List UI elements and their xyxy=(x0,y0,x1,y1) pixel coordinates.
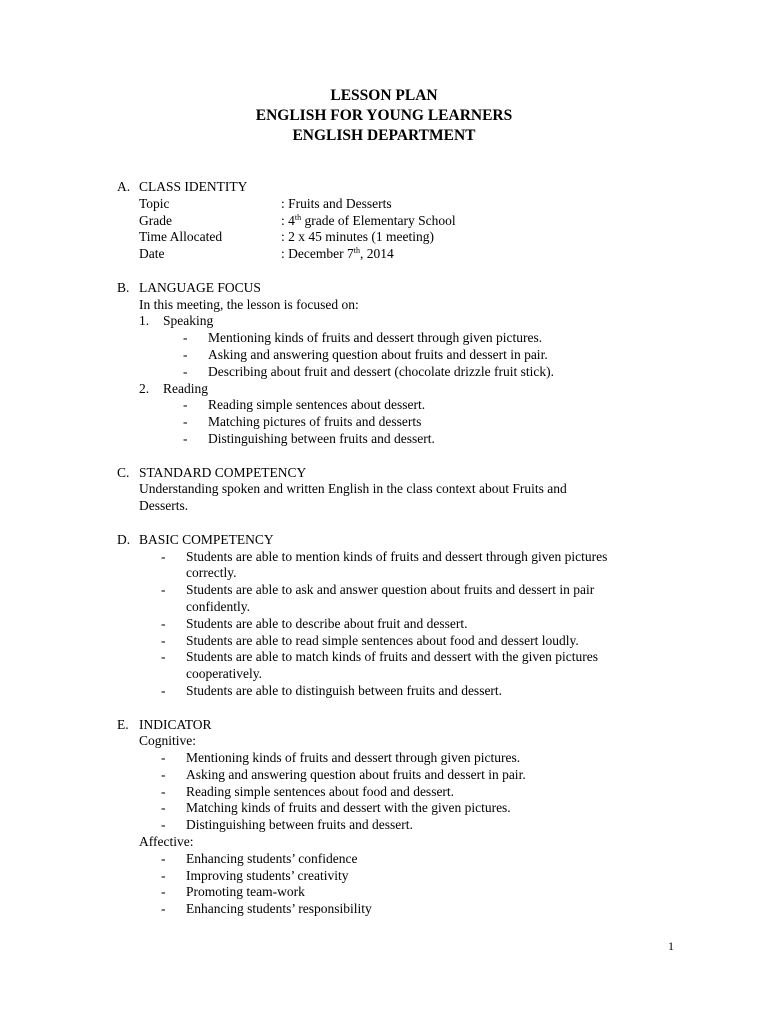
list-item xyxy=(117,784,677,801)
paragraph-line: Desserts. xyxy=(139,498,189,514)
section-basic-competency xyxy=(117,532,677,700)
section-heading xyxy=(117,179,677,196)
section-title: CLASS IDENTITY xyxy=(139,179,248,194)
bullet-dash: - xyxy=(161,800,166,816)
section-title: STANDARD COMPETENCY xyxy=(139,464,307,480)
identity-row-grade xyxy=(139,213,677,230)
list-item-text: Matching kinds of fruits and dessert with the given pictures. xyxy=(186,800,511,816)
identity-key: Grade xyxy=(139,212,172,228)
list-item-text: Students are able to distinguish between fruits and dessert. xyxy=(186,682,503,698)
list-item xyxy=(139,431,677,448)
section-letter: D. xyxy=(117,531,131,547)
class-identity-table xyxy=(117,196,677,263)
indicator-body xyxy=(117,733,677,750)
list-item-text: Reading simple sentences about dessert. xyxy=(208,397,426,413)
list-item-text: Students are able to mention kinds of fruits and dessert through given pictures xyxy=(186,548,608,564)
identity-row-topic xyxy=(139,196,677,213)
section-title: INDICATOR xyxy=(139,716,212,732)
section-letter: A. xyxy=(117,179,131,194)
list-item-text: Distinguishing between fruits and dessert. xyxy=(186,817,413,833)
list-item-text: Matching pictures of fruits and desserts xyxy=(208,414,422,430)
list-item xyxy=(139,330,677,347)
list-item-text: Mentioning kinds of fruits and dessert through given pictures. xyxy=(208,330,543,346)
list-item xyxy=(117,884,677,901)
list-item xyxy=(117,800,677,817)
bullet-dash: - xyxy=(183,330,188,346)
list-item xyxy=(117,901,677,918)
language-focus-body xyxy=(117,297,677,448)
section-standard-competency xyxy=(117,465,677,515)
list-item-text: Describing about fruit and dessert (chocolate drizzle fruit stick). xyxy=(208,363,554,379)
affective-label: Affective: xyxy=(139,834,194,850)
list-number: 1. xyxy=(139,313,150,329)
list-item xyxy=(117,683,677,700)
document-body xyxy=(117,179,677,935)
section-class-identity xyxy=(117,179,677,263)
identity-key: Topic xyxy=(139,195,170,211)
basic-competency-list xyxy=(117,549,677,700)
identity-key: Time Allocated xyxy=(139,229,223,245)
section-title: BASIC COMPETENCY xyxy=(139,531,274,547)
header-line-2: ENGLISH FOR YOUNG LEARNERS xyxy=(255,107,513,124)
list-item-text: Asking and answering question about fruits and dessert in pair. xyxy=(208,346,548,362)
list-item-text: Mentioning kinds of fruits and dessert through given pictures. xyxy=(186,750,521,766)
header-line-3: ENGLISH DEPARTMENT xyxy=(292,127,476,144)
list-item-text: Enhancing students’ responsibility xyxy=(186,901,372,917)
section-indicator xyxy=(117,717,677,919)
list-item xyxy=(117,549,677,583)
header-line-1: LESSON PLAN xyxy=(330,87,438,104)
list-item-text: Improving students’ creativity xyxy=(186,867,349,883)
bullet-dash: - xyxy=(183,430,188,446)
list-item xyxy=(117,817,677,834)
section-letter: C. xyxy=(117,464,130,480)
identity-row-date xyxy=(139,246,677,263)
paragraph-line: Understanding spoken and written English in the class context about Fruits and xyxy=(139,481,567,497)
bullet-dash: - xyxy=(183,397,188,413)
bullet-dash: - xyxy=(183,346,188,362)
bullet-dash: - xyxy=(183,363,188,379)
grade-prefix: : 4 xyxy=(281,212,295,228)
section-letter: E. xyxy=(117,716,129,732)
list-item-text-continued: correctly. xyxy=(186,565,237,581)
list-item xyxy=(117,633,677,650)
list-item xyxy=(139,414,677,431)
list-item-text: Students are able to ask and answer question about fruits and dessert in pair xyxy=(186,582,595,598)
identity-value xyxy=(281,213,456,230)
identity-key: Date xyxy=(139,246,165,262)
list-item xyxy=(117,649,677,683)
list-item xyxy=(117,616,677,633)
bullet-dash: - xyxy=(161,850,166,866)
bullet-dash: - xyxy=(161,750,166,766)
document-header xyxy=(0,86,768,146)
bullet-dash: - xyxy=(161,867,166,883)
date-prefix: : December 7 xyxy=(281,246,354,262)
identity-row-time xyxy=(139,229,677,246)
section-letter: B. xyxy=(117,279,130,295)
bullet-dash: - xyxy=(161,682,166,698)
date-superscript: th xyxy=(353,246,360,256)
list-item xyxy=(117,868,677,885)
bullet-dash: - xyxy=(161,884,166,900)
list-item xyxy=(117,750,677,767)
section-heading xyxy=(117,465,677,482)
focus-group-speaking xyxy=(139,313,677,330)
section-heading xyxy=(117,280,677,297)
section-heading xyxy=(117,532,677,549)
list-item-text: Students are able to describe about fruit and dessert. xyxy=(186,615,468,631)
list-item-text-continued: confidently. xyxy=(186,598,250,614)
list-item-text: Enhancing students’ confidence xyxy=(186,850,358,866)
grade-suffix: grade of Elementary School xyxy=(301,212,456,228)
list-item-text: Promoting team-work xyxy=(186,884,305,900)
indicator-affective xyxy=(117,834,677,851)
list-item xyxy=(139,364,677,381)
identity-value: : Fruits and Desserts xyxy=(281,195,392,211)
focus-group-label: Speaking xyxy=(163,313,214,329)
bullet-dash: - xyxy=(161,766,166,782)
list-item-text: Asking and answering question about fruits and dessert in pair. xyxy=(186,766,526,782)
bullet-dash: - xyxy=(161,582,166,598)
focus-group-reading xyxy=(139,381,677,398)
language-focus-intro: In this meeting, the lesson is focused on: xyxy=(139,296,359,312)
identity-value xyxy=(281,246,394,263)
list-item xyxy=(117,582,677,616)
bullet-dash: - xyxy=(161,817,166,833)
bullet-dash: - xyxy=(161,632,166,648)
list-item xyxy=(117,851,677,868)
bullet-dash: - xyxy=(161,649,166,665)
section-language-focus xyxy=(117,280,677,448)
bullet-dash: - xyxy=(161,783,166,799)
list-item xyxy=(139,397,677,414)
list-item-text-continued: cooperatively. xyxy=(186,666,262,682)
list-item-text: Students are able to match kinds of fruits and dessert with the given pictures xyxy=(186,649,599,665)
section-heading xyxy=(117,717,677,734)
standard-competency-text xyxy=(117,481,677,515)
bullet-dash: - xyxy=(161,615,166,631)
bullet-dash: - xyxy=(161,901,166,917)
list-item xyxy=(117,767,677,784)
page-number: 1 xyxy=(668,939,674,953)
identity-value: : 2 x 45 minutes (1 meeting) xyxy=(281,229,434,245)
bullet-dash: - xyxy=(183,414,188,430)
list-item-text: Students are able to read simple sentences about food and dessert loudly. xyxy=(186,632,579,648)
list-number: 2. xyxy=(139,380,150,396)
cognitive-label: Cognitive: xyxy=(139,733,196,749)
date-suffix: , 2014 xyxy=(359,246,394,262)
list-item xyxy=(139,347,677,364)
bullet-dash: - xyxy=(161,548,166,564)
focus-group-label: Reading xyxy=(163,380,208,396)
section-title: LANGUAGE FOCUS xyxy=(139,279,261,295)
list-item-text: Reading simple sentences about food and dessert. xyxy=(186,783,455,799)
grade-superscript: th xyxy=(294,212,302,222)
list-item-text: Distinguishing between fruits and dessert. xyxy=(208,430,435,446)
